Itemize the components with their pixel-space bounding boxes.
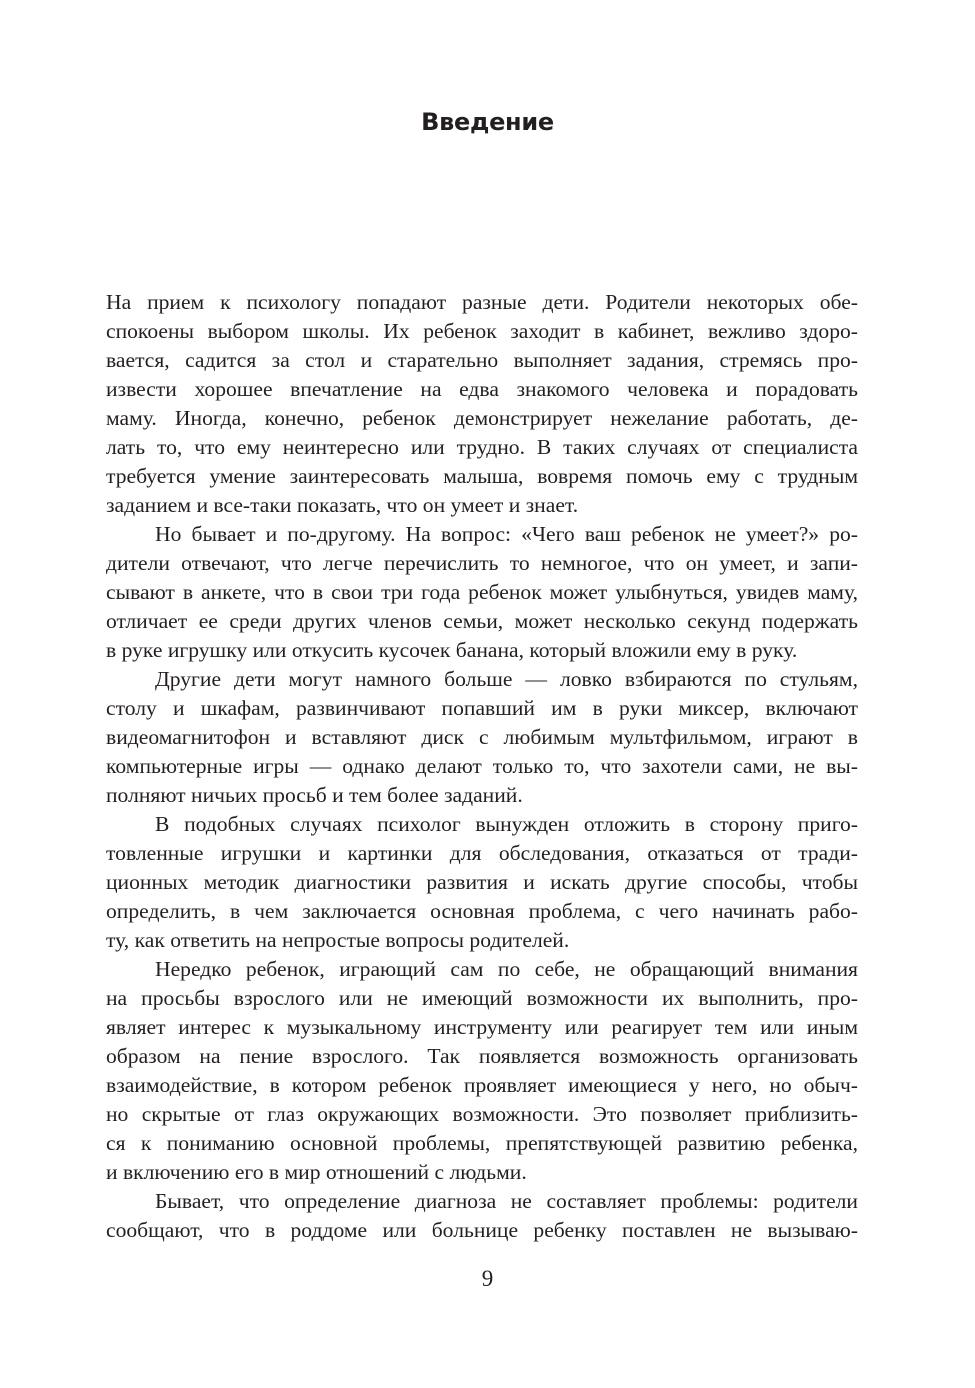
text-line: спокоены выбором школы. Их ребенок заходит в кабинет, вежливо здоро-: [106, 319, 858, 343]
text-line: но скрытые от глаз окружающих возможности. Это позволяет приблизить-: [106, 1102, 858, 1126]
text-line: являет интерес к музыкальному инструменту или реагирует тем или иным: [106, 1015, 858, 1039]
text-line: В подобных случаях психолог вынужден отложить в сторону приго-: [155, 812, 858, 836]
text-line: Но бывает и по-другому. На вопрос: «Чего ваш ребенок не умеет?» ро-: [155, 522, 858, 546]
text-line: сообщают, что в роддоме или больнице ребенку поставлен не вызываю-: [106, 1218, 858, 1242]
text-line: и включению его в мир отношений с людьми.: [106, 1160, 527, 1184]
text-line: заданием и все-таки показать, что он умеет и знает.: [106, 493, 579, 517]
paragraph: [106, 1187, 858, 1245]
text-line: извести хорошее впечатление на едва знакомого человека и порадовать: [106, 377, 858, 401]
text-line: дители отвечают, что легче перечислить то немногое, что он умеет, и запи-: [106, 551, 858, 575]
text-line: лать то, что ему неинтересно или трудно. В таких случаях от специалиста: [106, 435, 858, 459]
text-line: требуется умение заинтересовать малыша, вовремя помочь ему с трудным: [106, 464, 858, 488]
text-line: видеомагнитофон и вставляют диск с любимым мультфильмом, играют в: [106, 725, 858, 749]
text-line: вается, садится за стол и старательно выполняет задания, стремясь про-: [106, 348, 858, 372]
paragraph: [106, 288, 858, 520]
paragraph: [106, 810, 858, 955]
text-line: товленные игрушки и картинки для обследования, отказаться от тради-: [106, 841, 858, 865]
text-line: определить, в чем заключается основная проблема, с чего начинать рабо-: [106, 899, 858, 923]
text-line: ся к пониманию основной проблемы, препятствующей развитию ребенка,: [106, 1131, 858, 1155]
body-text: [106, 288, 858, 1245]
text-line: ционных методик диагностики развития и искать другие способы, чтобы: [106, 870, 858, 894]
page-number: 9: [481, 1266, 494, 1291]
text-line: компьютерные игры — однако делают только то, что захотели сами, не вы-: [106, 754, 858, 778]
paragraph: [106, 955, 858, 1187]
text-line: Бывает, что определение диагноза не составляет проблемы: родители: [155, 1189, 858, 1213]
text-line: На прием к психологу попадают разные дети. Родители некоторых обе-: [106, 290, 858, 314]
paragraph: [106, 665, 858, 810]
text-line: отличает ее среди других членов семьи, может несколько секунд подержать: [106, 609, 858, 633]
text-line: маму. Иногда, конечно, ребенок демонстрирует нежелание работать, де-: [106, 406, 858, 430]
text-line: взаимодействие, в котором ребенок проявляет имеющиеся у него, но обыч-: [106, 1073, 858, 1097]
paragraph: [106, 520, 858, 665]
text-line: Нередко ребенок, играющий сам по себе, не обращающий внимания: [155, 957, 858, 981]
text-line: образом на пение взрослого. Так появляется возможность организовать: [106, 1044, 858, 1068]
chapter-title: Введение: [421, 108, 554, 136]
text-line: сывают в анкете, что в свои три года ребенок может улыбнуться, увидев маму,: [106, 580, 858, 604]
text-line: столу и шкафам, развинчивают попавший им в руки миксер, включают: [106, 696, 858, 720]
text-line: в руке игрушку или откусить кусочек банана, который вложили ему в руку.: [106, 638, 798, 662]
text-line: на просьбы взрослого или не имеющий возможности их выполнить, про-: [106, 986, 858, 1010]
text-line: полняют ничьих просьб и тем более заданий.: [106, 783, 523, 807]
text-line: ту, как ответить на непростые вопросы родителей.: [106, 928, 570, 952]
text-line: Другие дети могут намного больше — ловко взбираются по стульям,: [155, 667, 858, 691]
